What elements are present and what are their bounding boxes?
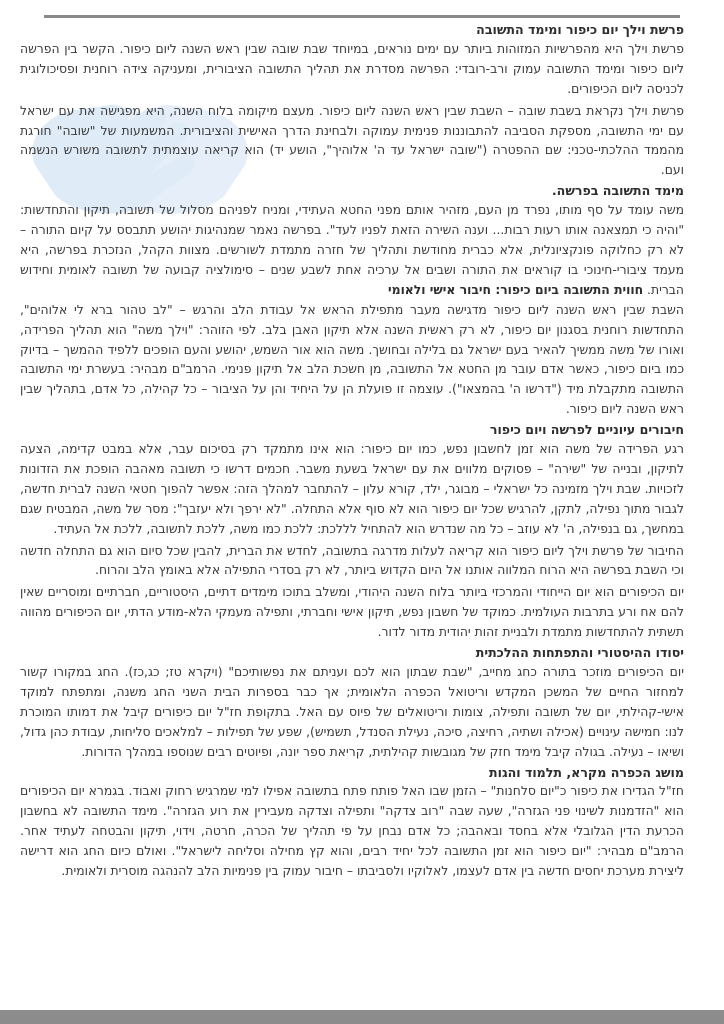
paragraph: השבת שבין ראש השנה ליום כיפור מדגישה מעבר מתפילת הראש אל עבודת הלב והרגש – "לב טהור ברא לי אלוהים", התחדשות רוחנית בסגנון יום כיפור, לא רק ראשית השנה אלא תיקון האבן בלב. לפי הזוהר: "וילך משה" הוא תהליך הפרידה, ואורו של משה ממשיך להאיר בעם ישראל גם בלילה ובחושך. משה הוא אור השמש, יהושע והעם הופכים ללפיד ההמשך – בדיוק כמו ביום כיפור, כאשר אדם עובר מן החטא אל התשובה, מן חשכת הלב אל תיקון פנימי. הרמב"ם מבהיר: בעשרת ימי התשובה התשובה מתקבלת מיד ("דרשו ה' בהמצאו"). עוצמה זו פועלת הן על היחיד והן על הציבור – כל קהילה, כל אדם, בתהליך שבין ראש השנה ליום כיפור. [20, 302, 684, 417]
section-heading: פרשת וילך יום כיפור ומימד התשובה [476, 22, 684, 37]
paragraph [20, 201, 684, 301]
paragraph-text: משה עומד על סף מותו, נפרד מן העם, מזהיר אותם מפני החטא העתידי, ומניח לפניהם מסלול של תשובה, תיקון והתחדשות: "והיה כי תמצאנה אותו רעות רבות... וענה השירה הזאת לפניו לעד". בפרשה נאמר שמנהיגות יהושע תתבסס על קיום התורה – לא רק כחלוקה פונקציונלית, אלא כברית מחודשת ותהליך של חזרה מתמדת לשורשים. מצוות הקהל, הנזכרת בפרשה, היא מעמד ציבורי-חינוכי בו קוראים את התורה ושבים אל ערכיה אחת לשבע שנים – סימולציה קבועה של תשובה לאומית וחידוש הברית. [20, 203, 684, 297]
paragraph: יום הכיפורים הוא יום הייחודי והמרכזי ביותר בלוח השנה היהודי, ומשלב בתוכו מימדים דתיים, היסטוריים, חברתיים ומוסריים שאין להם אח ורע בתרבות העולמית. כמוקד של חשבון נפש, תיקון אישי וחברתי, ותפילה מעמקי הלא-מודע הדתי, יום הכיפורים מהווה תשתית להתחדשות מתמדת ולבניית זהות יהודית מדור לדור. [20, 585, 684, 640]
inline-heading: חווית התשובה ביום כיפור: חיבור אישי ולאומי [388, 282, 644, 297]
paragraph: חז"ל הגדירו את כיפור כ"יום סלחנות" – הזמן שבו האל פותח פתח בתשובה אפילו למי שמרגיש רחוק ואבוד. בגמרא יום הכיפורים הוא "הזדמנות לשינוי פני הגזרה", שעה שבה "רוב צדקה" ותפילה וצדקה מעבירין את רוע הגזרה". מימד התשובה לא בחשבון הכרעת הדין הגלובלי אלא בחסד ובאהבה; כל אדם נבחן על פי תהליך של הכרה, חרטה, וידוי, תיקון והבטחה לעתיד אחר. הרמב"ם מבהיר: "יום כיפור הוא זמן התשובה לכל יחיד רבים, והוא קץ מחילה וסליחה לישראל". ואולם כיום החג הוא דרישה ליצירת מערכת יחסים חדשה בין אדם לעצמו, לאלוקיו ולסביבתו – חיבור עמוק בין פנימיות הלב להנהגה מוסרית ולאומית. [20, 784, 684, 879]
section-heading: מושג הכפרה מקרא, תלמוד והגות [489, 764, 684, 780]
bottom-footer-bar [0, 1010, 724, 1024]
article-body [20, 20, 684, 882]
paragraph: פרשת וילך היא מהפרשיות המזוהות ביותר עם ימים נוראים, במיוחד שבת שובה שבין ראש השנה ליום כיפור. הקשר בין הפרשה ליום כיפור ומימד התשובה עמוק ורב-רובדי: הפרשה מסדרת את תהליך התשובה הציבורית, ומעניקה צידה רוחנית ופסיכולוגית לכניסה ליום הכיפורים. [20, 41, 684, 96]
paragraph: פרשת וילך נקראת בשבת שובה – השבת שבין ראש השנה ליום כיפור. מעצם מיקומה בלוח השנה, היא מפגישה את עם ישראל עם ימי התשובה, מספקת הסביבה להתבוננות פנימית עמוקה ולבחינת הדרך האישית והציבורית. המשמעות של "שובה" חורגת מהממד ההלכתי-טכני: שם ההפטרה ("שובה ישראל עד ה' אלוהיך", הושע יד) הוא קריאה עוצמתית לתשובה משורש הנשמה ועם. [20, 103, 684, 178]
top-divider-rule [44, 15, 680, 18]
section-heading: מימד התשובה בפרשה. [551, 183, 684, 199]
section-heading: יסודו ההיסטורי והתפתחות ההלכתית [475, 645, 684, 661]
paragraph: רגע הפרידה של משה הוא זמן לחשבון נפש, כמו יום כיפור: הוא אינו מתמקד רק בסיכום עבר, אלא במבט קדימה, הצעה לתיקון, ובנייה של "שירה" – פסוקים מלווים את עם ישראל בשעת משבר. חכמים דרשו כי תשובה מאהבה הופכת את הזדונות לזכויות. שבת וילך מזמינה כל ישראלי – מבוגר, ילד, קורא עלון – להתחבר למהלך הזה: אפשר להפוך חטאי השנה לברית חדשה, לגבור מתוך נפילה, לתקן, להרגיש שכל יום כיפור הוא לא סוף אלא התחלה. "לא ירפך ולא יעזבך": מסר של משה, המבטיח שגם במחשך, גם בנפילה, ה' לא עוזב – כל מה שנדרש הוא להתחיל לללכת: ללכת כמו משה, ללכת לתשובה, ללכת אל העתיד. [20, 442, 684, 536]
section-heading: חיבורים עיוניים לפרשה ויום כיפור [489, 422, 684, 438]
paragraph: החיבור של פרשת וילך ליום כיפור הוא קריאה לעלות מדרגה בתשובה, לחדש את הברית, להבין שכל סיום הוא גם התחלה חדשה וכי השבת בפרשה היא הרוח המלווה אותנו אל היום הקדוש ביותר, לא רק בסדרי התפילה אלא באומץ הלב והרוח. [20, 543, 684, 578]
paragraph: יום הכיפורים מוזכר בתורה כחג מחייב, "שבת שבתון הוא לכם ועניתם את נפשותיכם" (ויקרא טז; כג,כז). החג במקורו קשור למחזור החיים של המשכן המקדש וריטואל הכפרה הלאומית; אך כבר בספרות הבית השני החג משנה, ומתפתח למוקד אישי-קהילתי, יום של תשובה ותפילה, צומות וריטואלים של פיוס עם האל. בתקופת חז"ל יום כיפורים קיבל את דמותו המוכרת לנו: חמישה עינויים (אכילה ושתיה, רחיצה, סיכה, נעילת הסנדל, תשמיש), שפע של תפילות – למלאכים סליחות, עבודת כהן גדול, ושיאו – נעילה. בגולה קיבל מימד חזק של מגובשות קהילתית, קריאת ספר יונה, ופיוטים רבים שנוספו במהלך הדורות. [20, 665, 684, 759]
